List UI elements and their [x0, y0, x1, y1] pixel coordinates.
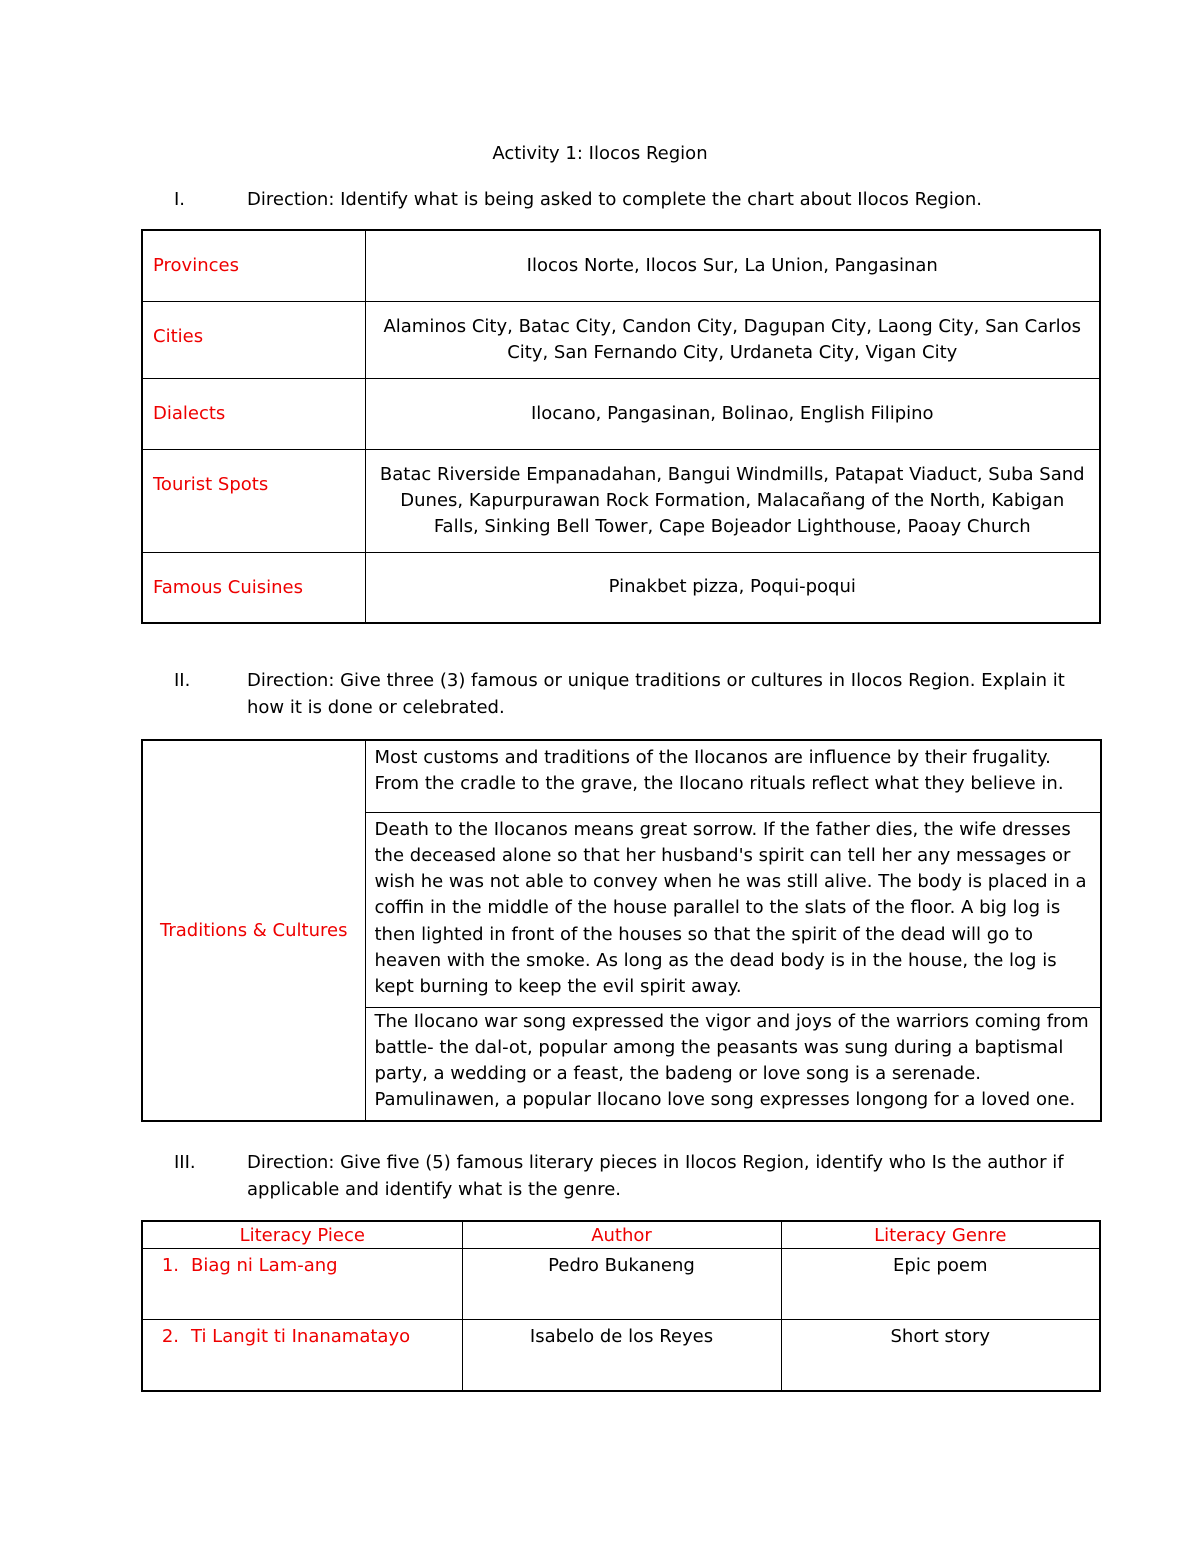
tradition-item: Most customs and traditions of the Ilocanos are influence by their frugality. From the cradle to the grave, the Ilocano rituals reflect what they believe in.	[365, 740, 1101, 812]
row-label-famous-cuisines: Famous Cuisines	[142, 552, 365, 623]
section-3-number: III.	[174, 1152, 196, 1173]
table-row	[142, 230, 1100, 301]
literary-piece-title: Ti Langit ti Inanamatayo	[191, 1326, 411, 1347]
section-1-direction: Direction: Identify what is being asked to complete the chart about Ilocos Region.	[247, 189, 982, 210]
table-header-row	[142, 1221, 1100, 1249]
table-row	[142, 378, 1100, 449]
genre-cell: Epic poem	[781, 1249, 1100, 1320]
row-label-cities: Cities	[142, 301, 365, 378]
row-label-dialects: Dialects	[142, 378, 365, 449]
section-1-number: I.	[174, 189, 186, 210]
row-label-tourist-spots: Tourist Spots	[142, 449, 365, 552]
literary-piece-cell	[142, 1320, 462, 1392]
list-number: 2.	[161, 1326, 179, 1347]
page-title: Activity 1: Ilocos Region	[492, 143, 708, 164]
header-literacy-genre: Literacy Genre	[781, 1221, 1100, 1249]
author-cell: Isabelo de los Reyes	[462, 1320, 781, 1392]
header-literacy-piece: Literacy Piece	[142, 1221, 462, 1249]
genre-cell: Short story	[781, 1320, 1100, 1392]
table-row	[142, 552, 1100, 623]
author-cell: Pedro Bukaneng	[462, 1249, 781, 1320]
row-value-tourist-spots: Batac Riverside Empanadahan, Bangui Windmills, Patapat Viaduct, Suba Sand Dunes, Kapurpurawan Rock Formation, Malacañang of the North, Kabigan Falls, Sinking Bell Tower, Cape Bojeador Lighthouse, Paoay Church	[365, 449, 1100, 552]
list-number: 1.	[161, 1255, 179, 1276]
table-row	[142, 1320, 1100, 1392]
row-value-dialects: Ilocano, Pangasinan, Bolinao, English Filipino	[365, 378, 1100, 449]
traditions-table	[141, 739, 1102, 1122]
tradition-item: Death to the Ilocanos means great sorrow. If the father dies, the wife dresses the deceased alone so that her husband's spirit can tell her any messages or wish he was not able to convey when he was still alive. The body is placed in a coffin in the middle of the house parallel to the slats of the floor. A big log is then lighted in front of the houses so that the spirit of the dead will go to heaven with the smoke. As long as the dead body is in the house, the log is kept burning to keep the evil spirit away.	[365, 812, 1101, 1007]
row-value-famous-cuisines: Pinakbet pizza, Poqui-poqui	[365, 552, 1100, 623]
table-row	[142, 1249, 1100, 1320]
row-value-cities: Alaminos City, Batac City, Candon City, Dagupan City, Laong City, San Carlos City, San Fernando City, Urdaneta City, Vigan City	[365, 301, 1100, 378]
tradition-item: The Ilocano war song expressed the vigor and joys of the warriors coming from battle- the dal-ot, popular among the peasants was sung during a baptismal party, a wedding or a feast, the badeng or love song is a serenade. Pamulinawen, a popular Ilocano love song expresses longong for a loved one.	[365, 1007, 1101, 1121]
table-row	[142, 449, 1100, 552]
row-value-provinces: Ilocos Norte, Ilocos Sur, La Union, Pangasinan	[365, 230, 1100, 301]
section-2-direction: Direction: Give three (3) famous or unique traditions or cultures in Ilocos Region. Explain it how it is done or celebrated.	[247, 670, 1065, 718]
section-3-direction: Direction: Give five (5) famous literary pieces in Ilocos Region, identify who Is the author if applicable and identify what is the genre.	[247, 1152, 1064, 1200]
literary-piece-cell	[142, 1249, 462, 1320]
row-label-provinces: Provinces	[142, 230, 365, 301]
header-author: Author	[462, 1221, 781, 1249]
literary-piece-title: Biag ni Lam-ang	[191, 1255, 338, 1276]
table-row	[142, 740, 1101, 812]
section-2-number: II.	[174, 670, 191, 691]
traditions-label: Traditions & Cultures	[142, 740, 365, 1121]
table-row	[142, 301, 1100, 378]
literary-pieces-table	[141, 1220, 1101, 1392]
ilocos-chart-table	[141, 229, 1101, 624]
